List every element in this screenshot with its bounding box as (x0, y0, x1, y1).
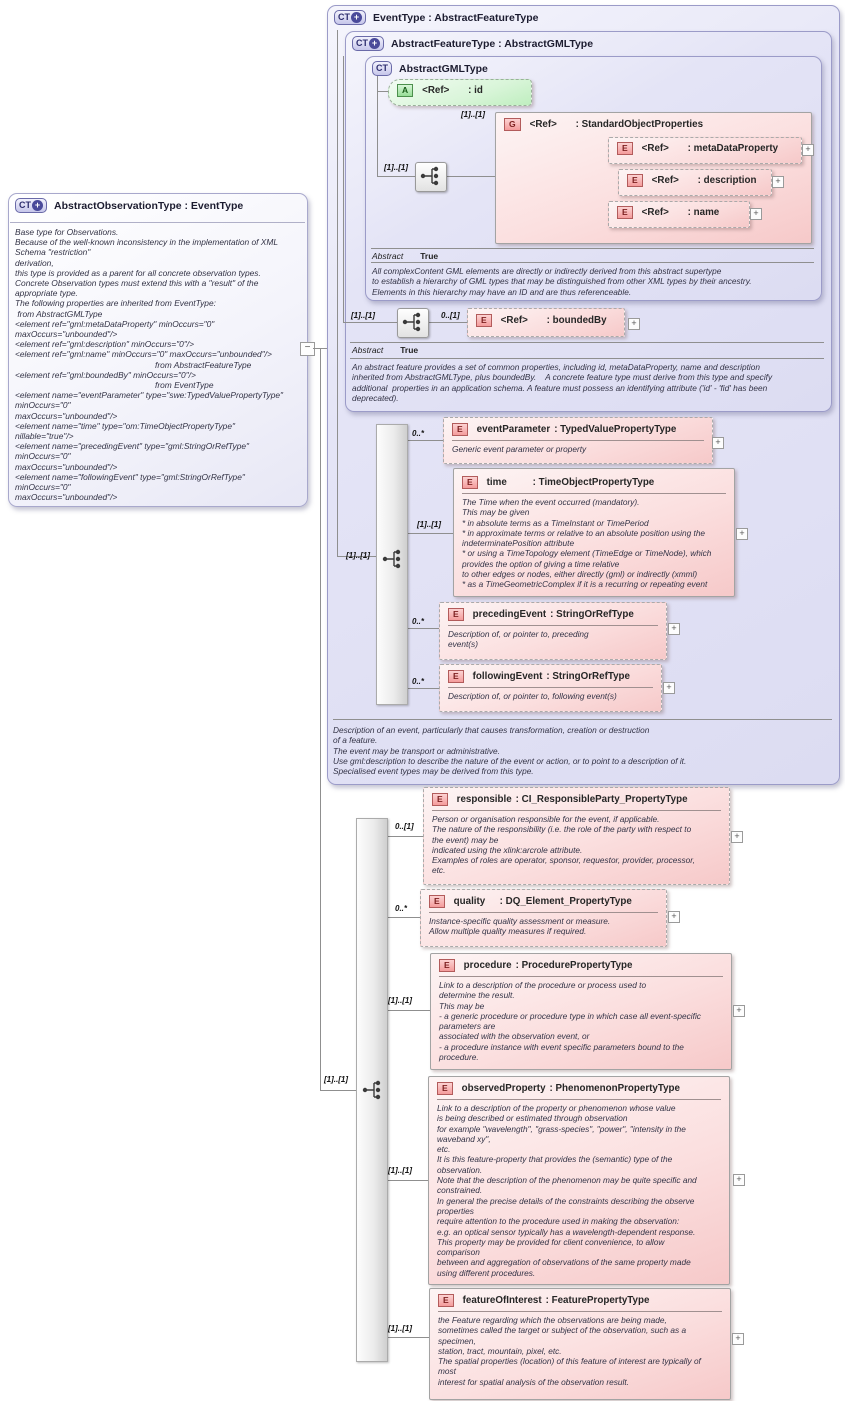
element-responsible[interactable]: E responsible : CI_ResponsibleParty_PropertyType Person or organisation responsible for the event, if applicable. The nature of the responsibility (i.e. the role of the party with respect to the event) may be indicated using the xlink:arcrole attribute. Examples of roles are operator, sponsor, requestor, provider, processor, etc. (423, 787, 730, 885)
text-line: Allow multiple quality measures if required. (429, 926, 587, 937)
cardinality-label: [1]..[1] (388, 1324, 412, 1333)
text-line: Person or organisation responsible for the event, if applicable. (432, 814, 660, 824)
text-line: additional properties in an application schema. A feature must possess an identifying attribute ('id' - 'fid' has been (352, 382, 768, 393)
text-line: The nature of the responsibility (i.e. the role of the party with respect to (432, 824, 692, 835)
text-line: inherited from AbstractGMLType, plus boundedBy. A concrete feature type must derive from this type and specify (352, 372, 773, 383)
text-line: constrained. (437, 1185, 483, 1196)
text-line: minOccurs="0" (15, 482, 71, 493)
text-line: maxOccurs="unbounded"/> (15, 410, 118, 421)
text-line: * in absolute terms as a TimeInstant or TimePeriod (462, 517, 649, 528)
element-icon: E (448, 608, 464, 621)
text-line: An abstract feature provides a set of common properties, including id, metaDataProperty, name and description (352, 362, 760, 372)
element-procedure[interactable]: E procedure : ProcedurePropertyType Link to a description of the procedure or process used to determine the result. This may be - a generic procedure or procedure type in which case all event-specific parameters are associated with the observation event, or - a procedure instance with event specific parameters bound to the procedure. (430, 953, 732, 1070)
element-icon: E (617, 206, 633, 219)
cardinality-label: [1]..[1] (346, 551, 370, 560)
element-icon: E (448, 670, 464, 683)
text-line: maxOccurs="unbounded"/> (15, 461, 118, 472)
cardinality-label: [1]..[1] (324, 1075, 348, 1084)
text-line: The spatial properties (location) of this feature of interest are typically of (438, 1356, 701, 1367)
text-line: comparison (437, 1247, 480, 1258)
text-line: - a procedure instance with event specific parameters bound to the (439, 1041, 684, 1052)
sequence-icon (359, 1077, 385, 1103)
collapse-button[interactable]: − (300, 342, 315, 356)
element-eventparameter[interactable]: E eventParameter : TypedValuePropertyType Generic event parameter or property (443, 417, 713, 464)
element-boundedby[interactable]: E <Ref> : boundedBy (467, 308, 625, 337)
text-line: Description of, or pointer to, following event(s) (448, 691, 617, 701)
attribute-icon: A (397, 84, 413, 97)
element-icon: E (432, 793, 448, 806)
text-line: provides the option of giving a time relative (462, 558, 620, 569)
text-line: associated with the observation event, or (439, 1031, 590, 1042)
element-followingevent[interactable]: E followingEvent : StringOrRefType Description of, or pointer to, following event(s) (439, 664, 662, 712)
connector-line (377, 176, 415, 177)
abstractfeaturetype-title: AbstractFeatureType : AbstractGMLType (391, 37, 594, 50)
annotation-text (15, 227, 303, 502)
text-line: this type is provided as a parent for all concrete observation types. (15, 267, 261, 278)
text-line: <element ref="gml:name" minOccurs="0" maxOccurs="unbounded"/> (15, 349, 272, 360)
expand-button[interactable]: + (733, 1005, 745, 1017)
text-line: This may be (439, 1000, 485, 1011)
text-line: interest for spatial analysis of the observation result. (438, 1376, 629, 1387)
complex-type-icon: CT + (334, 10, 366, 25)
text-line: Description of, or pointer to, preceding (448, 629, 589, 639)
text-line: The following properties are inherited from EventType: (15, 298, 216, 309)
expand-button[interactable]: + (802, 144, 814, 156)
text-line: minOccurs="0" (15, 400, 71, 411)
text-line: This may be given (462, 507, 530, 518)
connector-line (386, 1180, 428, 1181)
expand-button[interactable]: + (732, 1333, 744, 1345)
connector-line (406, 533, 453, 534)
element-icon: E (476, 314, 492, 327)
divider (371, 262, 814, 263)
abstractgmltype-header (372, 61, 488, 76)
text-line: minOccurs="0" (15, 451, 71, 462)
text-line: Link to a description of the procedure or process used to (439, 980, 647, 990)
text-line: station, tract, mountain, pixel, etc. (438, 1345, 562, 1356)
text-line: indeterminatePosition attribute (462, 538, 575, 549)
element-icon: E (439, 959, 455, 972)
abstractgmltype-title: AbstractGMLType (399, 62, 488, 75)
text-line: to other edges or nodes, either directly (gml) or indirectly (xmml) (462, 569, 698, 580)
complex-type-icon: CT (372, 61, 392, 76)
element-featureofinterest[interactable]: E featureOfInterest : FeaturePropertyType the Feature regarding which the observations are being made, sometimes called the target or subject of the observation, such as a specimen, station, tract, mountain, pixel, etc. The spatial properties (location) of this feature of interest are typically of most interest for spatial analysis of the observation result. (429, 1288, 731, 1400)
expand-button[interactable]: + (712, 437, 724, 449)
text-line: to establish a hierarchy of GML types that may be distinguished from other XML types by their ancestry. (372, 276, 752, 287)
text-line: In general the precise details of the constraints describing the observe (437, 1195, 695, 1206)
expand-button[interactable]: + (731, 831, 743, 843)
element-icon: E (462, 476, 478, 489)
text-line: Instance-specific quality assessment or measure. (429, 916, 611, 926)
element-icon: E (437, 1082, 453, 1095)
afeature-annotation (352, 362, 822, 403)
text-line: Because of the well-known inconsistency in the implementation of XML (15, 237, 279, 248)
text-line: properties (437, 1205, 474, 1216)
text-line: <element name="precedingEvent" type="gml:StringOrRefType" (15, 441, 250, 452)
derived-plus-icon: + (32, 200, 43, 211)
text-line: observation. (437, 1164, 483, 1175)
abstractobservationtype-header (15, 198, 243, 213)
complex-type-abstractobservationtype[interactable] (8, 193, 308, 507)
text-line: event(s) (448, 639, 478, 650)
cardinality-label: 0..* (395, 904, 408, 913)
connector-line (406, 628, 439, 629)
text-line: indicated using the xlink:arcrole attribute. (432, 844, 583, 855)
divider (371, 248, 814, 249)
text-line: require attention to the procedure used in making the observation: (437, 1216, 680, 1227)
element-metadataproperty[interactable]: E <Ref> : metaDataProperty (608, 137, 802, 164)
abstract-flag-agml: Abstract True (372, 251, 439, 261)
cardinality-label: 0..* (412, 677, 425, 686)
expand-button[interactable]: + (736, 528, 748, 540)
text-line: between and aggregation of observations of the same property made (437, 1257, 691, 1268)
eventtype-annotation (333, 725, 828, 776)
divider (333, 719, 832, 720)
text-line: nillable="true"/> (15, 431, 74, 442)
text-line: All complexContent GML elements are directly or indirectly derived from this abstract supertype (372, 266, 722, 276)
text-line: of a feature. (333, 735, 378, 746)
text-line: Concrete Observation types must extend this with a "result" of the (15, 278, 259, 289)
text-line: This property may be provided for client convenience, to allow (437, 1236, 665, 1247)
element-time[interactable]: E time : TimeObjectPropertyType The Time when the event occurred (mandatory). This may be given * in absolute terms as a TimeInstant or TimePeriod * in approximate terms or relative to an absolute position using the indeterminatePosition attribute * or using a TimeTopology element (TimeEdge or TimeNode), which provides the option of giving a time relative to other edges or nodes, either directly (gml) or indirectly (xmml) * as a TimeGeometricComplex if it is a recurring or repeating event (453, 468, 735, 597)
sequence-icon[interactable] (415, 162, 447, 192)
text-line: <element name="followingEvent" type="gml:StringOrRefType" (15, 471, 245, 482)
text-line: * in approximate terms or relative to an absolute position using the (462, 527, 706, 538)
connector-line (386, 1010, 430, 1011)
text-line: e.g. an optical sensor typically has a wavelength-dependent response. (437, 1226, 696, 1237)
text-line: Description of an event, particularly that causes transformation, creation or destruction (333, 725, 650, 735)
text-line: is being described or estimated through observation (437, 1113, 628, 1124)
attribute-id[interactable]: A <Ref> : id (388, 79, 532, 106)
divider (350, 358, 824, 359)
expand-button[interactable]: + (668, 623, 680, 635)
connector-line (386, 836, 423, 837)
text-line: The Time when the event occurred (mandatory). (462, 497, 640, 507)
eventtype-header (334, 10, 539, 25)
abstractfeaturetype-header (352, 36, 593, 51)
connector-line (406, 688, 439, 689)
cardinality-label: [1]..[1] (461, 110, 485, 119)
element-name[interactable]: E <Ref> : name (608, 201, 750, 228)
cardinality-label: [1]..[1] (388, 996, 412, 1005)
text-line: parameters are (439, 1021, 496, 1032)
text-line: Note that the description of the phenomenon may be quite specific and (437, 1175, 697, 1186)
text-line: Elements in this hierarchy may have an ID and are thus referenceable. (372, 286, 632, 297)
connector-line (386, 917, 420, 918)
abstractobservationtype-title: AbstractObservationType : EventType (54, 199, 244, 212)
expand-button[interactable]: + (668, 911, 680, 923)
cardinality-label: [1]..[1] (384, 163, 408, 172)
derived-plus-icon: + (351, 12, 362, 23)
text-line: for example "wavelength", "grass-species", "power", "intensity in the (437, 1123, 686, 1134)
element-precedingevent[interactable]: E precedingEvent : StringOrRefType Description of, or pointer to, preceding event(s) (439, 602, 667, 660)
connector-line (406, 440, 443, 441)
text-line: sometimes called the target or subject of the observation, such as a (438, 1325, 687, 1336)
sequence-icon (379, 546, 405, 572)
text-line: <element ref="gml:metaDataProperty" minOccurs="0" (15, 318, 215, 329)
expand-button[interactable]: + (733, 1174, 745, 1186)
text-line: from AbstractGMLType (15, 308, 103, 319)
text-line: <element ref="gml:description" minOccurs="0"/> (15, 339, 195, 350)
text-line: determine the result. (439, 990, 515, 1001)
element-icon: E (627, 174, 643, 187)
cardinality-label: 0..[1] (395, 822, 414, 831)
element-description[interactable]: E <Ref> : description (618, 169, 772, 196)
connector-line (377, 91, 388, 92)
sequence-icon[interactable] (397, 308, 429, 338)
connector-line (320, 348, 321, 1090)
text-line: maxOccurs="unbounded"/> (15, 492, 118, 503)
element-icon: E (452, 423, 468, 436)
text-line: from AbstractFeatureType (155, 359, 252, 370)
text-line: from EventType (155, 380, 214, 391)
abstract-flag-afeature: Abstract True (352, 345, 419, 355)
text-line: most (438, 1366, 456, 1377)
agml-annotation (372, 266, 812, 297)
connector-line (386, 1337, 429, 1338)
text-line: Use gml:description to describe the nature of the event or action, or to point to a description of it. (333, 755, 687, 766)
connector-line (337, 30, 338, 556)
group-icon: G (504, 118, 521, 131)
cardinality-label: 0..* (412, 429, 425, 438)
complex-type-icon: CT + (352, 36, 384, 51)
expand-button[interactable]: + (628, 318, 640, 330)
text-line: deprecated). (352, 392, 399, 403)
element-observedproperty[interactable]: E observedProperty : PhenomenonPropertyType Link to a description of the property or phenomenon whose value is being described or estimated through observation for example "wavelength", "grass-species", "power", "intensity in the waveband xy", etc. It is this feature-property that provides the (semantic) type of the observation. Note that the description of the phenomenon may be quite specific and constrained. In general the precise details of the constraints describing the observe properties require attention to the procedure used in making the observation: e.g. an optical sensor typically has a wavelength-dependent response. This property may be provided for client convenience, to allow comparison between and aggregation of observations of the same property made using different procedures. (428, 1076, 730, 1285)
expand-button[interactable]: + (663, 682, 675, 694)
text-line: etc. (432, 865, 446, 876)
connector-line (320, 1090, 356, 1091)
element-icon: E (617, 142, 633, 155)
expand-button[interactable]: + (772, 176, 784, 188)
cardinality-label: [1]..[1] (417, 520, 441, 529)
text-line: Specialised event types may be derived from this type. (333, 766, 534, 777)
text-line: <element ref="gml:boundedBy" minOccurs="0"/> (15, 369, 196, 380)
header-divider (10, 222, 305, 223)
eventtype-title: EventType : AbstractFeatureType (373, 11, 539, 24)
text-line: * as a TimeGeometricComplex if it is a recurring or repeating event (462, 579, 708, 590)
text-line: appropriate type. (15, 288, 78, 299)
connector-line (445, 176, 495, 177)
text-line: Link to a description of the property or phenomenon whose value (437, 1103, 676, 1113)
element-icon: E (438, 1294, 454, 1307)
text-line: Examples of roles are operator, sponsor, requestor, provider, processor, (432, 855, 695, 866)
text-line: etc. (437, 1144, 451, 1155)
text-line: The event may be transport or administrative. (333, 745, 500, 756)
text-line: maxOccurs="unbounded"/> (15, 329, 118, 340)
text-line: Base type for Observations. (15, 227, 119, 237)
text-line: derivation, (15, 257, 54, 268)
connector-line (343, 56, 344, 322)
cardinality-label: 0..[1] (441, 311, 460, 320)
cardinality-label: 0..* (412, 617, 425, 626)
complex-type-icon: CT + (15, 198, 47, 213)
divider (350, 342, 824, 343)
element-quality[interactable]: E quality : DQ_Element_PropertyType Instance-specific quality assessment or measure. Allow multiple quality measures if required. (420, 889, 667, 947)
text-line: Generic event parameter or property (452, 444, 587, 454)
text-line: Schema "restriction" (15, 247, 91, 258)
text-line: <element name="eventParameter" type="swe:TypedValuePropertyType" (15, 390, 284, 401)
text-line: It is this feature-property that provides the (semantic) type of the (437, 1154, 673, 1165)
group-standardobjectproperties[interactable]: G <Ref> : StandardObjectProperties (495, 112, 812, 244)
cardinality-label: [1]..[1] (351, 311, 375, 320)
text-line: waveband xy", (437, 1133, 491, 1144)
text-line: using different procedures. (437, 1267, 536, 1278)
connector-line (343, 322, 397, 323)
connector-line (427, 322, 467, 323)
text-line: the Feature regarding which the observations are being made, (438, 1315, 667, 1325)
text-line: <element name="time" type="om:TimeObjectPropertyType" (15, 420, 235, 431)
derived-plus-icon: + (369, 38, 380, 49)
text-line: - a generic procedure or procedure type in which case all event-specific (439, 1010, 701, 1021)
text-line: * or using a TimeTopology element (TimeEdge or TimeNode), which (462, 548, 712, 559)
text-line: the event) may be (432, 834, 499, 845)
cardinality-label: [1]..[1] (388, 1166, 412, 1175)
element-icon: E (429, 895, 445, 908)
expand-button[interactable]: + (750, 208, 762, 220)
text-line: procedure. (439, 1052, 479, 1063)
text-line: specimen, (438, 1335, 476, 1346)
